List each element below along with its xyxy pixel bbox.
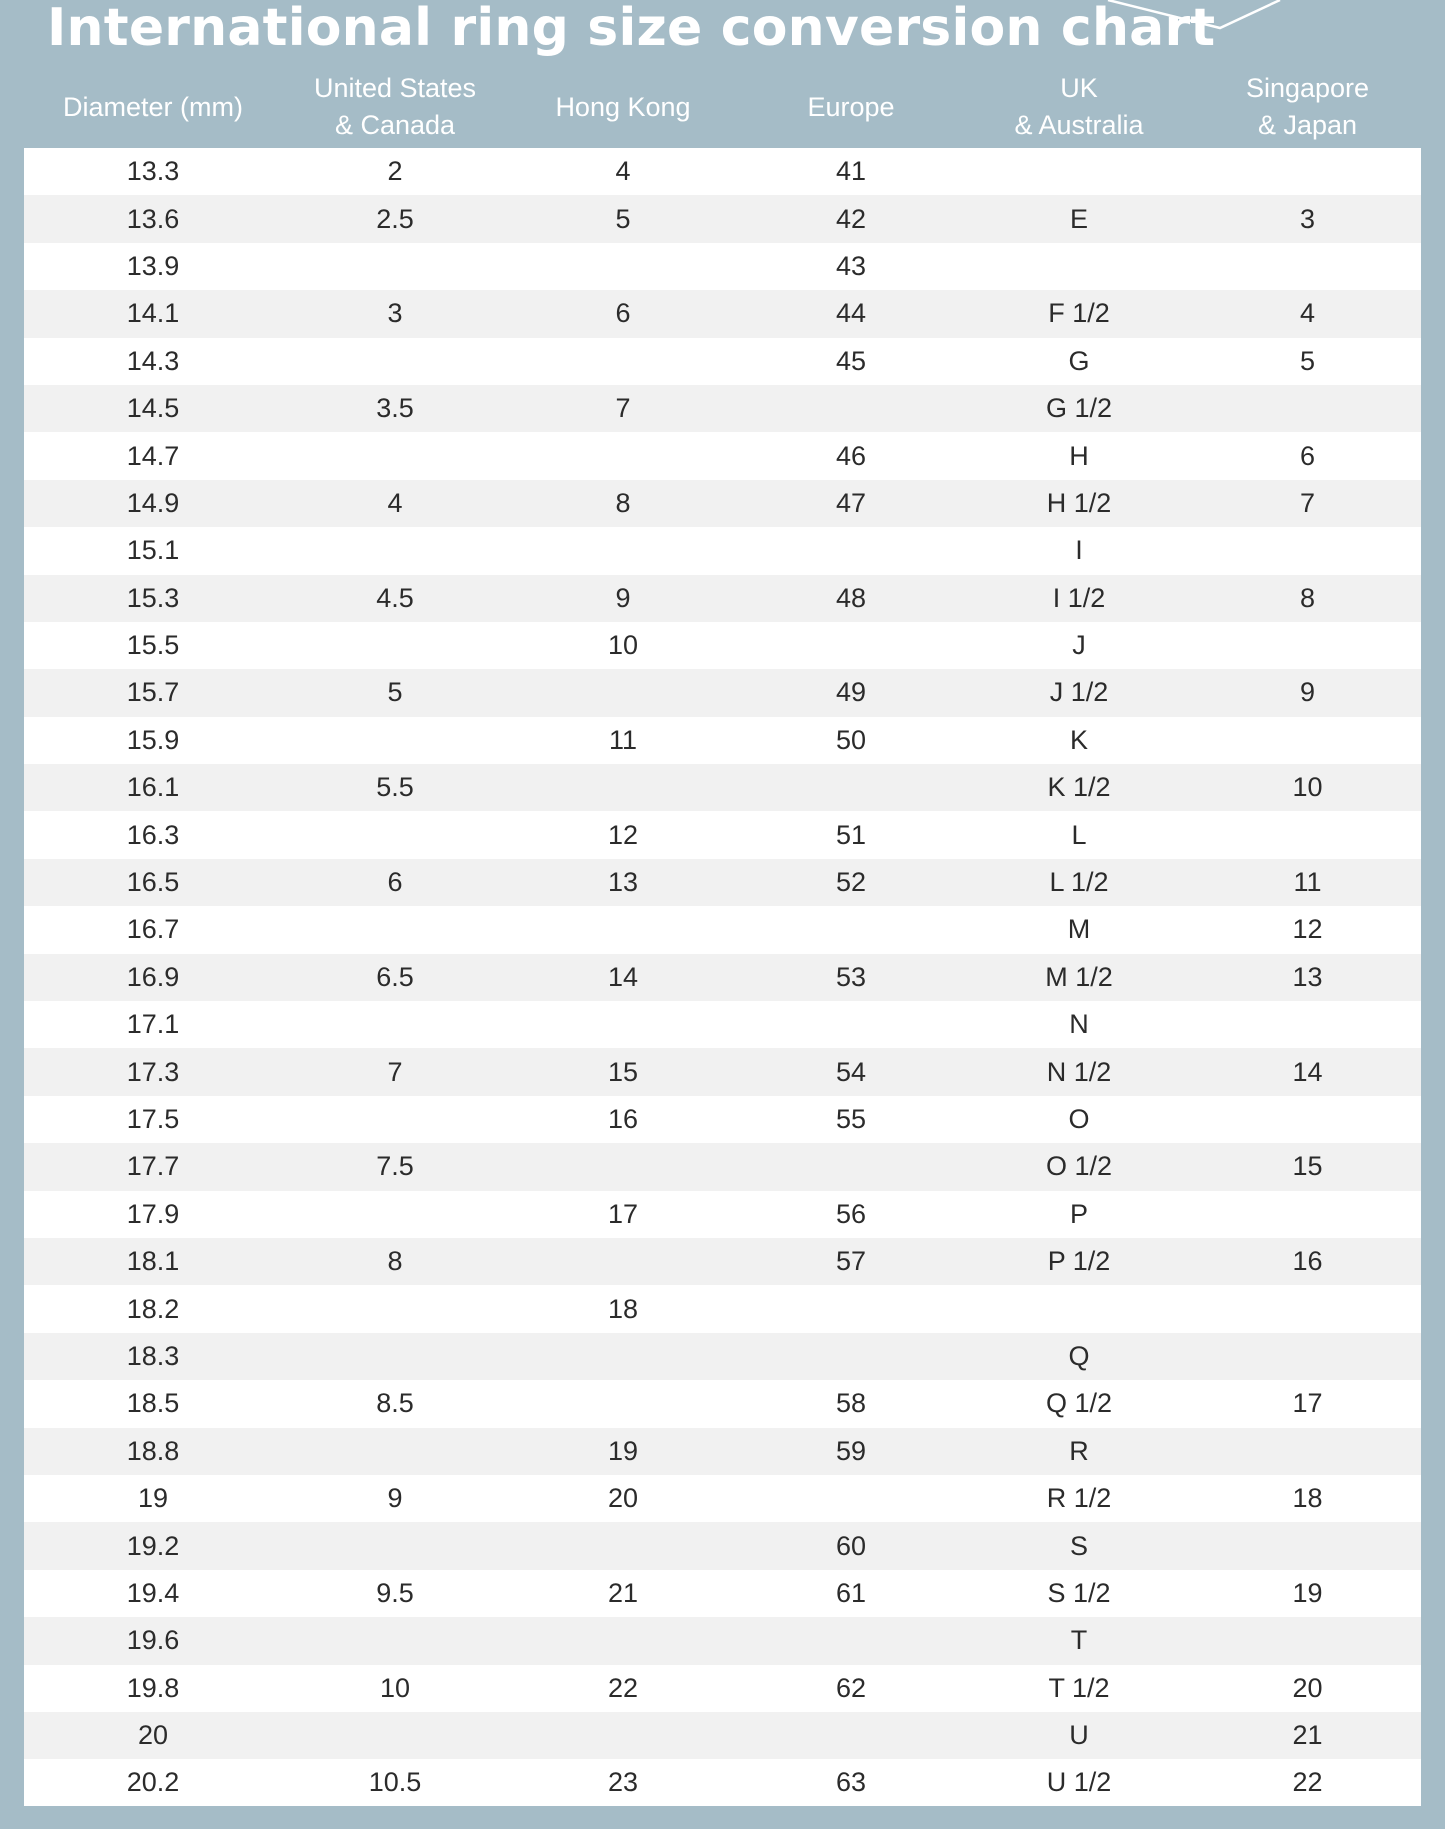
table-cell: 20 <box>137 1720 169 1751</box>
table-row <box>24 1428 1421 1475</box>
table-row <box>24 338 1421 385</box>
table-cell: 12 <box>607 819 639 850</box>
table-cell: 47 <box>835 487 867 518</box>
table-cell: 18.8 <box>126 1435 180 1466</box>
table-cell: 9.5 <box>376 1577 414 1608</box>
table-cell: 43 <box>835 250 867 281</box>
header-line: Hong Kong <box>555 91 691 122</box>
table-cell: 23 <box>607 1767 639 1798</box>
table-row <box>24 811 1421 858</box>
table-cell: 3.5 <box>376 393 414 424</box>
table-row <box>24 1048 1421 1095</box>
table-cell: G 1/2 <box>1045 393 1113 424</box>
table-cell: 17.1 <box>126 1009 180 1040</box>
table-cell: L 1/2 <box>1049 867 1109 898</box>
table-cell: 15.9 <box>126 724 180 755</box>
table-cell: 48 <box>835 582 867 613</box>
table-row <box>24 1617 1421 1664</box>
table-row <box>24 290 1421 337</box>
table-row <box>24 385 1421 432</box>
table-cell: 5 <box>1299 345 1316 376</box>
table-cell: E <box>1069 203 1088 234</box>
table-cell: 51 <box>835 819 867 850</box>
table-cell: U 1/2 <box>1046 1767 1112 1798</box>
table-cell: 13 <box>607 867 639 898</box>
table-row <box>24 1238 1421 1285</box>
table-cell: O <box>1068 1104 1090 1134</box>
table-cell: 5.5 <box>376 772 414 803</box>
table-cell: 44 <box>835 298 867 329</box>
table-cell: 7.5 <box>376 1151 414 1182</box>
table-cell: 16 <box>1292 1246 1323 1277</box>
table-cell: M <box>1067 914 1091 945</box>
table-row <box>24 1665 1421 1712</box>
table-cell: 18.3 <box>126 1340 180 1371</box>
table-cell: F 1/2 <box>1048 298 1110 329</box>
table-cell: 54 <box>835 1056 867 1087</box>
table-cell: 2 <box>387 156 403 187</box>
table-cell: S <box>1069 1530 1088 1561</box>
table-cell: L <box>1071 819 1087 850</box>
table-cell: 17 <box>1292 1388 1323 1419</box>
table-cell: 9 <box>387 1483 403 1514</box>
table-cell: 19.4 <box>126 1577 180 1608</box>
table-cell: 20.2 <box>126 1767 180 1798</box>
table-cell: Q <box>1068 1340 1090 1371</box>
table-cell: T <box>1070 1625 1088 1656</box>
table-cell: 14.5 <box>126 393 180 424</box>
table-cell: 15 <box>607 1056 639 1087</box>
table-row <box>24 243 1421 290</box>
header-line: Europe <box>807 91 895 122</box>
table-cell: 16.3 <box>126 819 180 850</box>
table-row <box>24 1143 1421 1190</box>
table-cell: 49 <box>835 677 867 708</box>
table-row <box>24 1570 1421 1617</box>
table-header <box>24 66 1421 148</box>
table-cell: 15 <box>1292 1151 1323 1182</box>
table-cell: M 1/2 <box>1045 961 1113 992</box>
table-cell: 14 <box>1292 1056 1323 1087</box>
table-cell: 7 <box>615 393 631 424</box>
table-cell: 60 <box>835 1530 867 1561</box>
table-cell: 8 <box>387 1246 403 1277</box>
table-row <box>24 1380 1421 1427</box>
header-hong-kong <box>508 66 738 148</box>
table-cell: Q 1/2 <box>1045 1388 1113 1419</box>
table-cell: 7 <box>1299 487 1316 518</box>
table-row <box>24 859 1421 906</box>
table-cell: G <box>1068 345 1090 376</box>
table-cell: K 1/2 <box>1047 772 1111 803</box>
table-cell: 14.7 <box>126 440 180 471</box>
table-row <box>24 1191 1421 1238</box>
table-cell: 19.8 <box>126 1672 180 1703</box>
table-cell: R 1/2 <box>1046 1483 1112 1514</box>
table-cell: 4 <box>1299 298 1316 329</box>
table-cell: T 1/2 <box>1048 1672 1110 1703</box>
table-row <box>24 1759 1421 1806</box>
table-cell: P 1/2 <box>1047 1246 1111 1277</box>
table-cell: 19 <box>607 1435 639 1466</box>
table-cell: J 1/2 <box>1049 677 1109 708</box>
table-row <box>24 1096 1421 1143</box>
header-europe <box>738 66 964 148</box>
table-cell: 63 <box>835 1767 867 1798</box>
header-line: United States <box>313 73 477 103</box>
table-cell: 57 <box>835 1246 867 1277</box>
table-cell: 19.6 <box>126 1625 180 1656</box>
table-row <box>24 1475 1421 1522</box>
table-row <box>24 954 1421 1001</box>
table-cell: 12 <box>1292 914 1323 945</box>
table-cell: P <box>1069 1198 1088 1229</box>
table-cell: O 1/2 <box>1045 1151 1113 1182</box>
table-cell: 55 <box>835 1104 867 1134</box>
table-cell: 14 <box>607 961 639 992</box>
table-cell: 56 <box>835 1198 867 1229</box>
header-line: Singapore <box>1245 73 1370 103</box>
table-cell: 20 <box>607 1483 639 1514</box>
table-cell: 22 <box>1292 1767 1323 1798</box>
table-cell: 21 <box>607 1577 639 1608</box>
table-cell: 8.5 <box>376 1388 414 1419</box>
table-row <box>24 195 1421 242</box>
table-cell: 5 <box>615 203 631 234</box>
table-cell: R <box>1069 1435 1089 1466</box>
table-row <box>24 480 1421 527</box>
table-cell: H 1/2 <box>1046 487 1112 518</box>
table-cell: 13.9 <box>126 250 180 281</box>
table-cell: 15.3 <box>126 582 180 613</box>
table-cell: 18 <box>1292 1483 1323 1514</box>
table-row <box>24 1285 1421 1332</box>
page-title: International ring size conversion chart <box>47 0 1216 58</box>
table-cell: 9 <box>1299 677 1316 708</box>
table-cell: 59 <box>835 1435 867 1466</box>
table-cell: 50 <box>835 724 867 755</box>
table-cell: 14.3 <box>126 345 180 376</box>
table-cell: 4 <box>387 487 403 518</box>
table-cell: 10 <box>379 1672 411 1703</box>
table-cell: 19 <box>1292 1577 1323 1608</box>
table-cell: 19.2 <box>126 1530 180 1561</box>
table-row <box>24 432 1421 479</box>
table-cell: N <box>1069 1009 1089 1040</box>
header-line: & Australia <box>1014 110 1144 140</box>
table-cell: 13.3 <box>126 156 180 187</box>
table-cell: 19 <box>137 1483 169 1514</box>
table-cell: 9 <box>615 582 631 613</box>
table-cell: 46 <box>835 440 867 471</box>
table-cell: 41 <box>835 156 867 187</box>
header-line: & Canada <box>334 110 456 140</box>
table-cell: 7 <box>387 1056 403 1087</box>
table-cell: 52 <box>835 867 867 898</box>
table-cell: 17.5 <box>126 1104 180 1134</box>
table-cell: 21 <box>1292 1720 1323 1751</box>
table-cell: 5 <box>387 677 403 708</box>
table-cell: 17.3 <box>126 1056 180 1087</box>
table-row <box>24 717 1421 764</box>
conversion-table <box>24 148 1421 1806</box>
table-cell: 16.7 <box>126 914 180 945</box>
table-cell: 58 <box>835 1388 867 1419</box>
table-cell: 2.5 <box>376 203 414 234</box>
table-cell: 16 <box>607 1104 639 1134</box>
table-row <box>24 906 1421 953</box>
table-cell: 14.9 <box>126 487 180 518</box>
header-us-canada <box>282 66 508 148</box>
table-cell: 10.5 <box>368 1767 422 1798</box>
table-cell: 16.5 <box>126 867 180 898</box>
table-cell: 61 <box>835 1577 867 1608</box>
header-diameter <box>24 66 282 148</box>
header-line: & Japan <box>1257 110 1358 140</box>
header-singapore-japan <box>1194 66 1421 148</box>
table-cell: 11 <box>608 724 638 755</box>
table-cell: I 1/2 <box>1052 582 1106 613</box>
table-cell: K <box>1069 724 1088 755</box>
table-cell: 6 <box>387 867 403 898</box>
table-cell: 6.5 <box>376 961 414 992</box>
table-cell: 4 <box>615 156 631 187</box>
header-line: Diameter (mm) <box>63 91 243 122</box>
header-line: UK <box>1060 73 1098 103</box>
header-uk-australia <box>964 66 1194 148</box>
table-cell: N 1/2 <box>1046 1056 1112 1087</box>
table-cell: 22 <box>607 1672 639 1703</box>
table-cell: 53 <box>835 961 867 992</box>
table-cell: 13 <box>1292 961 1323 992</box>
table-cell: 18.5 <box>126 1388 180 1419</box>
table-row <box>24 764 1421 811</box>
decorative-chevron-icon <box>1100 0 1300 32</box>
table-cell: 4.5 <box>376 582 414 613</box>
table-row <box>24 527 1421 574</box>
table-cell: 10 <box>1292 772 1323 803</box>
table-cell: 17.9 <box>126 1198 180 1229</box>
table-cell: 18.1 <box>126 1246 180 1277</box>
table-cell: J <box>1072 630 1086 661</box>
table-cell: 16.1 <box>126 772 180 803</box>
table-cell: 45 <box>835 345 867 376</box>
table-cell: 8 <box>1299 582 1316 613</box>
table-row <box>24 1001 1421 1048</box>
table-cell: 14.1 <box>126 298 180 329</box>
table-row <box>24 1712 1421 1759</box>
table-row <box>24 669 1421 716</box>
table-cell: 17 <box>607 1198 639 1229</box>
table-cell: U <box>1069 1720 1089 1751</box>
table-cell: 8 <box>615 487 631 518</box>
table-row <box>24 622 1421 669</box>
table-cell: 6 <box>1299 440 1316 471</box>
table-cell: 3 <box>387 298 403 329</box>
table-cell: 15.1 <box>126 535 180 566</box>
table-row <box>24 1522 1421 1569</box>
table-cell: 42 <box>835 203 867 234</box>
table-cell: 18 <box>607 1293 639 1324</box>
table-row <box>24 1333 1421 1380</box>
table-cell: 20 <box>1292 1672 1323 1703</box>
table-cell: I <box>1075 535 1083 566</box>
table-cell: 18.2 <box>126 1293 180 1324</box>
table-cell: 3 <box>1299 203 1316 234</box>
table-cell: 6 <box>615 298 631 329</box>
table-cell: 10 <box>607 630 639 661</box>
table-cell: 62 <box>835 1672 867 1703</box>
table-cell: 15.7 <box>126 677 180 708</box>
table-cell: 11 <box>1293 867 1322 898</box>
table-row <box>24 575 1421 622</box>
table-cell: H <box>1069 440 1089 471</box>
table-cell: 17.7 <box>126 1151 180 1182</box>
table-cell: 15.5 <box>126 630 180 661</box>
table-row <box>24 148 1421 195</box>
table-cell: 13.6 <box>126 203 180 234</box>
table-cell: 16.9 <box>126 961 180 992</box>
table-cell: S 1/2 <box>1047 1577 1111 1608</box>
